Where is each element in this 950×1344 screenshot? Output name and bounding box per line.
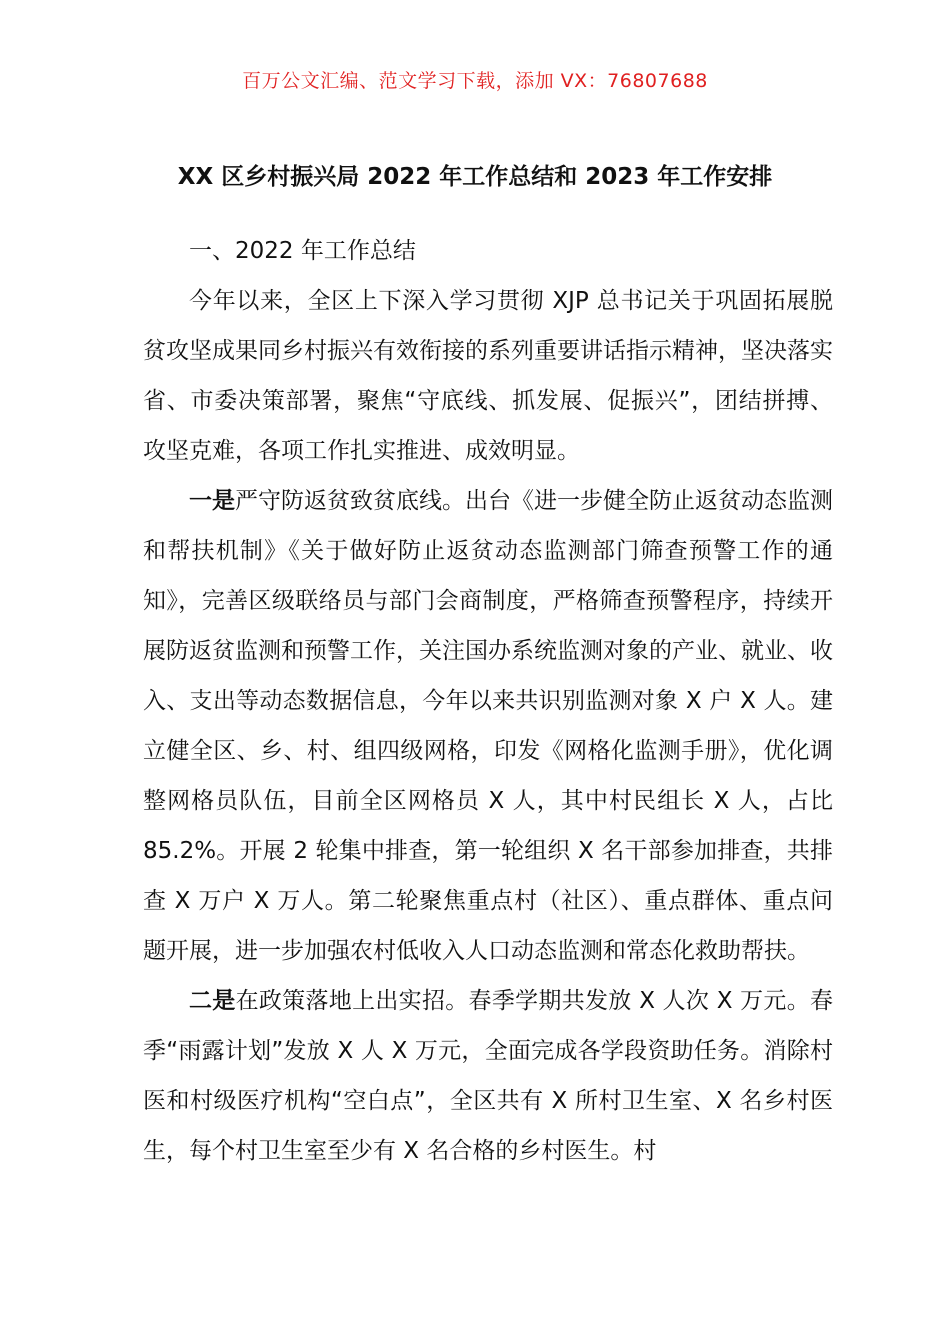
section-heading: 一、2022 年工作总结 bbox=[189, 238, 416, 264]
item-2-lead: 二是 bbox=[189, 988, 236, 1014]
watermark-header: 百万公文汇编、范文学习下载，添加 VX：76807688 bbox=[242, 70, 708, 92]
item-1-lead: 一是 bbox=[189, 488, 235, 514]
document-title: XX 区乡村振兴局 2022 年工作总结和 2023 年工作安排 bbox=[177, 164, 773, 190]
item-2-paragraph bbox=[143, 976, 833, 1176]
item-2-text: 在政策落地上出实招。春季学期共发放 X 人次 X 万元。春季“雨露计划”发放 X 人 X 万元，全面完成各学段资助任务。消除村医和村级医疗机构“空白点”，全区共有 X 所村卫生室、X 名乡村医生，每个村卫生室至少有 X 名合格的乡村医生。村 bbox=[143, 988, 833, 1164]
intro-paragraph: 今年以来，全区上下深入学习贯彻 XJP 总书记关于巩固拓展脱贫攻坚成果同乡村振兴有效衔接的系列重要讲话指示精神，坚决落实省、市委决策部署，聚焦“守底线、抓发展、促振兴”，团结拼搏、攻坚克难，各项工作扎实推进、成效明显。 bbox=[143, 288, 833, 464]
item-1-text: 严守防返贫致贫底线。出台《进一步健全防止返贫动态监测和帮扶机制》《关于做好防止返贫动态监测部门筛查预警工作的通知》，完善区级联络员与部门会商制度，严格筛查预警程序，持续开展防返贫监测和预警工作，关注国办系统监测对象的产业、就业、收入、支出等动态数据信息，今年以来共识别监测对象 X 户 X 人。建立健全区、乡、村、组四级网格，印发《网格化监测手册》，优化调整网格员队伍，目前全区网格员 X 人，其中村民组长 X 人，占比 85.2%。开展 2 轮集中排查，第一轮组织 X 名干部参加排查，共排查 X 万户 X 万人。第二轮聚焦重点村（社区）、重点群体、重点问题开展，进一步加强农村低收入人口动态监测和常态化救助帮扶。 bbox=[143, 488, 833, 964]
item-1-paragraph bbox=[143, 476, 833, 976]
document-body bbox=[143, 226, 833, 1176]
